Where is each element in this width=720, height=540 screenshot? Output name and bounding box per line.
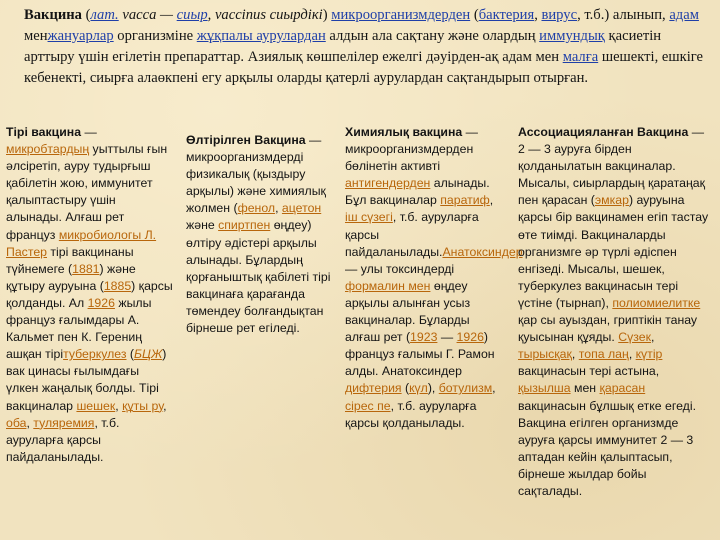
link-virus[interactable]: вирус — [541, 7, 578, 23]
intro-text-7: алдын ала сақтану және олардың — [325, 28, 540, 44]
col4-text-1: — 2 — 3 ауруға бірден қолданылатын вакциналар. Мысалы, сиырлардың қаратаңақ пен қарасан ( — [518, 125, 705, 208]
dash: — — [81, 125, 97, 139]
col3-text-3: , — [489, 193, 494, 208]
col1-text-11: , т.б. ауруларға қарсы пайдаланылады. — [6, 415, 120, 464]
intro-text-6: организміне — [113, 28, 197, 44]
intro-text-5: мен — [24, 28, 48, 44]
dash: — — [462, 125, 478, 139]
col3-text-5: — улы токсиндерді — [345, 261, 455, 276]
link-paratif[interactable]: паратиф — [440, 193, 490, 208]
link-adam[interactable]: адам — [669, 7, 699, 23]
col3-text-1: микроорганизмдерден бөлінетін активті — [345, 142, 474, 174]
col1-text-10: , — [26, 415, 34, 430]
link-formalin[interactable]: формалин мен — [345, 278, 431, 293]
col1-text-3: ) және құтыру ауруына ( — [6, 261, 136, 293]
col4-text-4: , — [650, 330, 655, 345]
link-1926[interactable]: 1926 — [87, 295, 115, 310]
link-mikrobiolog[interactable]: микробиологы Л. Пастер — [6, 227, 157, 259]
link-kul[interactable]: күл — [409, 381, 428, 396]
col3-text-9: ( — [401, 381, 410, 396]
col4-text-3: қар сы ауыздан, гриптікін танау қуысынан құяды. — [518, 313, 698, 345]
link-lat[interactable]: лат. — [90, 7, 119, 23]
title-chemical-vaccine: Химиялық вакцина — [345, 125, 463, 139]
link-sheshek[interactable]: шешек — [76, 398, 116, 413]
column-killed-vaccine — [186, 132, 336, 337]
col1-text-6: ( — [126, 347, 135, 362]
intro-text-9: шешекті, ешкіге кебенекті, сиырға алаөкпені егу арқылы оларды қатерлі аурулардан сақтандырып отырған. — [24, 49, 704, 86]
link-mal[interactable]: малға — [562, 49, 599, 65]
col4-text-8: мен — [570, 381, 600, 396]
col3-text-4: , т.б. ауруларға қарсы пайдаланылады. — [345, 210, 479, 259]
col2-text-2: , — [275, 201, 282, 216]
link-topalan[interactable]: топа лаң — [578, 347, 629, 362]
col3-text-7: — — [437, 330, 457, 345]
col4-text-5: , — [571, 347, 579, 362]
link-1885[interactable]: 1885 — [103, 278, 132, 293]
link-sirespe[interactable]: сірес пе — [345, 398, 391, 413]
link-aceton[interactable]: ацетон — [281, 201, 322, 216]
link-botulizm[interactable]: ботулизм — [438, 381, 493, 396]
paren-close: ) — [322, 7, 328, 23]
intro-text-4: , т.б.) алынып, — [577, 7, 670, 23]
col4-text-2: ) ауруына қарсы бір вакцинамен егіп тастау өте тиімді. Вакциналарды организмге әр түрлі әдіспен енгізеді. Мысалы, шешек, туберкулез вакцинасын тері үстіне (тырнап), — [518, 193, 709, 310]
link-juqpaly[interactable]: жұқпалы аурулардан — [196, 28, 326, 44]
col3-text-11: , — [492, 381, 496, 396]
col4-text-9: вакцинасын бұлшық етке егеді. Вакцина егілген организмде ауруға қарсы иммунитет 2 — 3 аптадан кейін қалыптасып, бірнеше жылдар бойы сақталады. — [518, 398, 696, 498]
col1-text-8: , — [115, 398, 123, 413]
link-sivr[interactable]: сиыр — [176, 7, 208, 23]
link-anatoksin[interactable]: Анатоксиндер — [442, 244, 523, 259]
link-tuberkulez[interactable]: туберкулез — [63, 347, 127, 362]
column-associated-vaccine — [518, 124, 714, 500]
intro-text-3: , — [534, 7, 542, 23]
col2-text-1: микроорганизмдерді физикалық (қыздыру арқылы) және химиялық жолмен ( — [186, 150, 326, 216]
link-difteria[interactable]: дифтерия — [345, 381, 402, 396]
link-tyrysqaq[interactable]: тырысқақ — [518, 347, 572, 362]
link-bacteria[interactable]: бактерия — [478, 7, 535, 23]
link-poliomielit[interactable]: полиомиелитке — [612, 295, 701, 310]
link-antigen[interactable]: антигендерден — [345, 176, 431, 191]
link-1926-b[interactable]: 1926 — [456, 330, 484, 345]
link-microorganisms[interactable]: микроорганизмдерден — [331, 7, 471, 23]
col1-text-9: , — [163, 398, 167, 413]
intro-text-8: қасиетін арттыру үшін егілетін препараттар. Азиялық көшпелілер ежелгі дәуірден-ақ адам мен — [24, 28, 662, 65]
col1-text-7: ) вак цинасы ғылымдағы үлкен жаңалық болды. Тірі вакциналар — [6, 347, 167, 413]
link-ishsuzek[interactable]: іш сүзегі — [345, 210, 393, 225]
col3-text-6: өңдеу арқылы алынған усыз вакциналар. Бұларды алғаш рет ( — [345, 278, 471, 345]
link-bcj[interactable]: БЦЖ — [134, 347, 163, 362]
term-vaccine: Вакцина — [24, 7, 82, 23]
vaccinus-text: , vaccinus сиырдікі — [207, 7, 323, 23]
col1-text-2: тірі вакцинаны түйнемеге ( — [6, 244, 134, 276]
paren-open: ( — [85, 7, 91, 23]
link-kutyr[interactable]: күтір — [635, 347, 663, 362]
lat-word: vacca — — [118, 7, 177, 23]
col1-text-1: уыттылы ғын әлсіретіп, ауру тудырғыш қабілетін жою, иммунитет қалыптастыру үшін алынады. Алғаш рет француз — [6, 142, 168, 242]
link-tulyaremia[interactable]: туляремия — [33, 415, 95, 430]
link-suzek[interactable]: Сүзек — [618, 330, 651, 345]
dash: — — [305, 133, 322, 147]
col3-text-8: ) француз ғалымы Г. Рамон алды. Анатоксиндер — [345, 330, 495, 379]
col3-text-12: , т.б. ауруларға қарсы қолданылады. — [345, 398, 477, 430]
link-immundyq[interactable]: иммундық — [539, 28, 605, 44]
title-live-vaccine: Тірі вакцина — [6, 125, 82, 139]
col4-text-6: , — [628, 347, 636, 362]
link-1881[interactable]: 1881 — [72, 261, 100, 276]
link-emkar[interactable]: эмкар — [594, 193, 629, 208]
link-januarlar[interactable]: жануарлар — [47, 28, 114, 44]
col4-text-7: вакцинасын тері астына, — [518, 364, 660, 379]
link-quty[interactable]: құты ру — [122, 398, 164, 413]
col2-text-3: және — [186, 218, 219, 233]
link-qarasan[interactable]: қарасан — [599, 381, 646, 396]
intro-paragraph — [24, 5, 712, 89]
link-kyzylsha[interactable]: қызылша — [518, 381, 571, 396]
title-killed-vaccine: Өлтірілген Вакцина — [186, 133, 306, 147]
col3-text-2: алынады. Бұл вакциналар — [345, 176, 490, 208]
col2-text-4: өңдеу) өлтіру әдістері арқылы алынады. Бұлардың қорғаныштық қабілеті тірі вакцинаға қарағанда төмендеу болғандықтан бірнеше рет егіледі. — [186, 218, 331, 336]
link-spirt[interactable]: спиртпен — [218, 218, 271, 233]
col3-text-10: ), — [427, 381, 439, 396]
title-associated-vaccine: Ассоциацияланған Вакцина — [518, 125, 689, 139]
column-chemical-vaccine — [345, 124, 523, 432]
intro-text-2: ( — [470, 7, 479, 23]
link-1923[interactable]: 1923 — [410, 330, 438, 345]
link-fenol[interactable]: фенол — [237, 201, 276, 216]
col1-text-5: жылы француз ғалымдары А. Кальмет пен К. Герениң ашқан тірі — [6, 295, 152, 362]
column-live-vaccine — [6, 124, 174, 466]
col1-text-4: ) қарсы қолданды. Ал — [6, 278, 173, 310]
link-mikrob[interactable]: микробтардың — [6, 142, 90, 157]
link-oba[interactable]: оба — [6, 415, 27, 430]
